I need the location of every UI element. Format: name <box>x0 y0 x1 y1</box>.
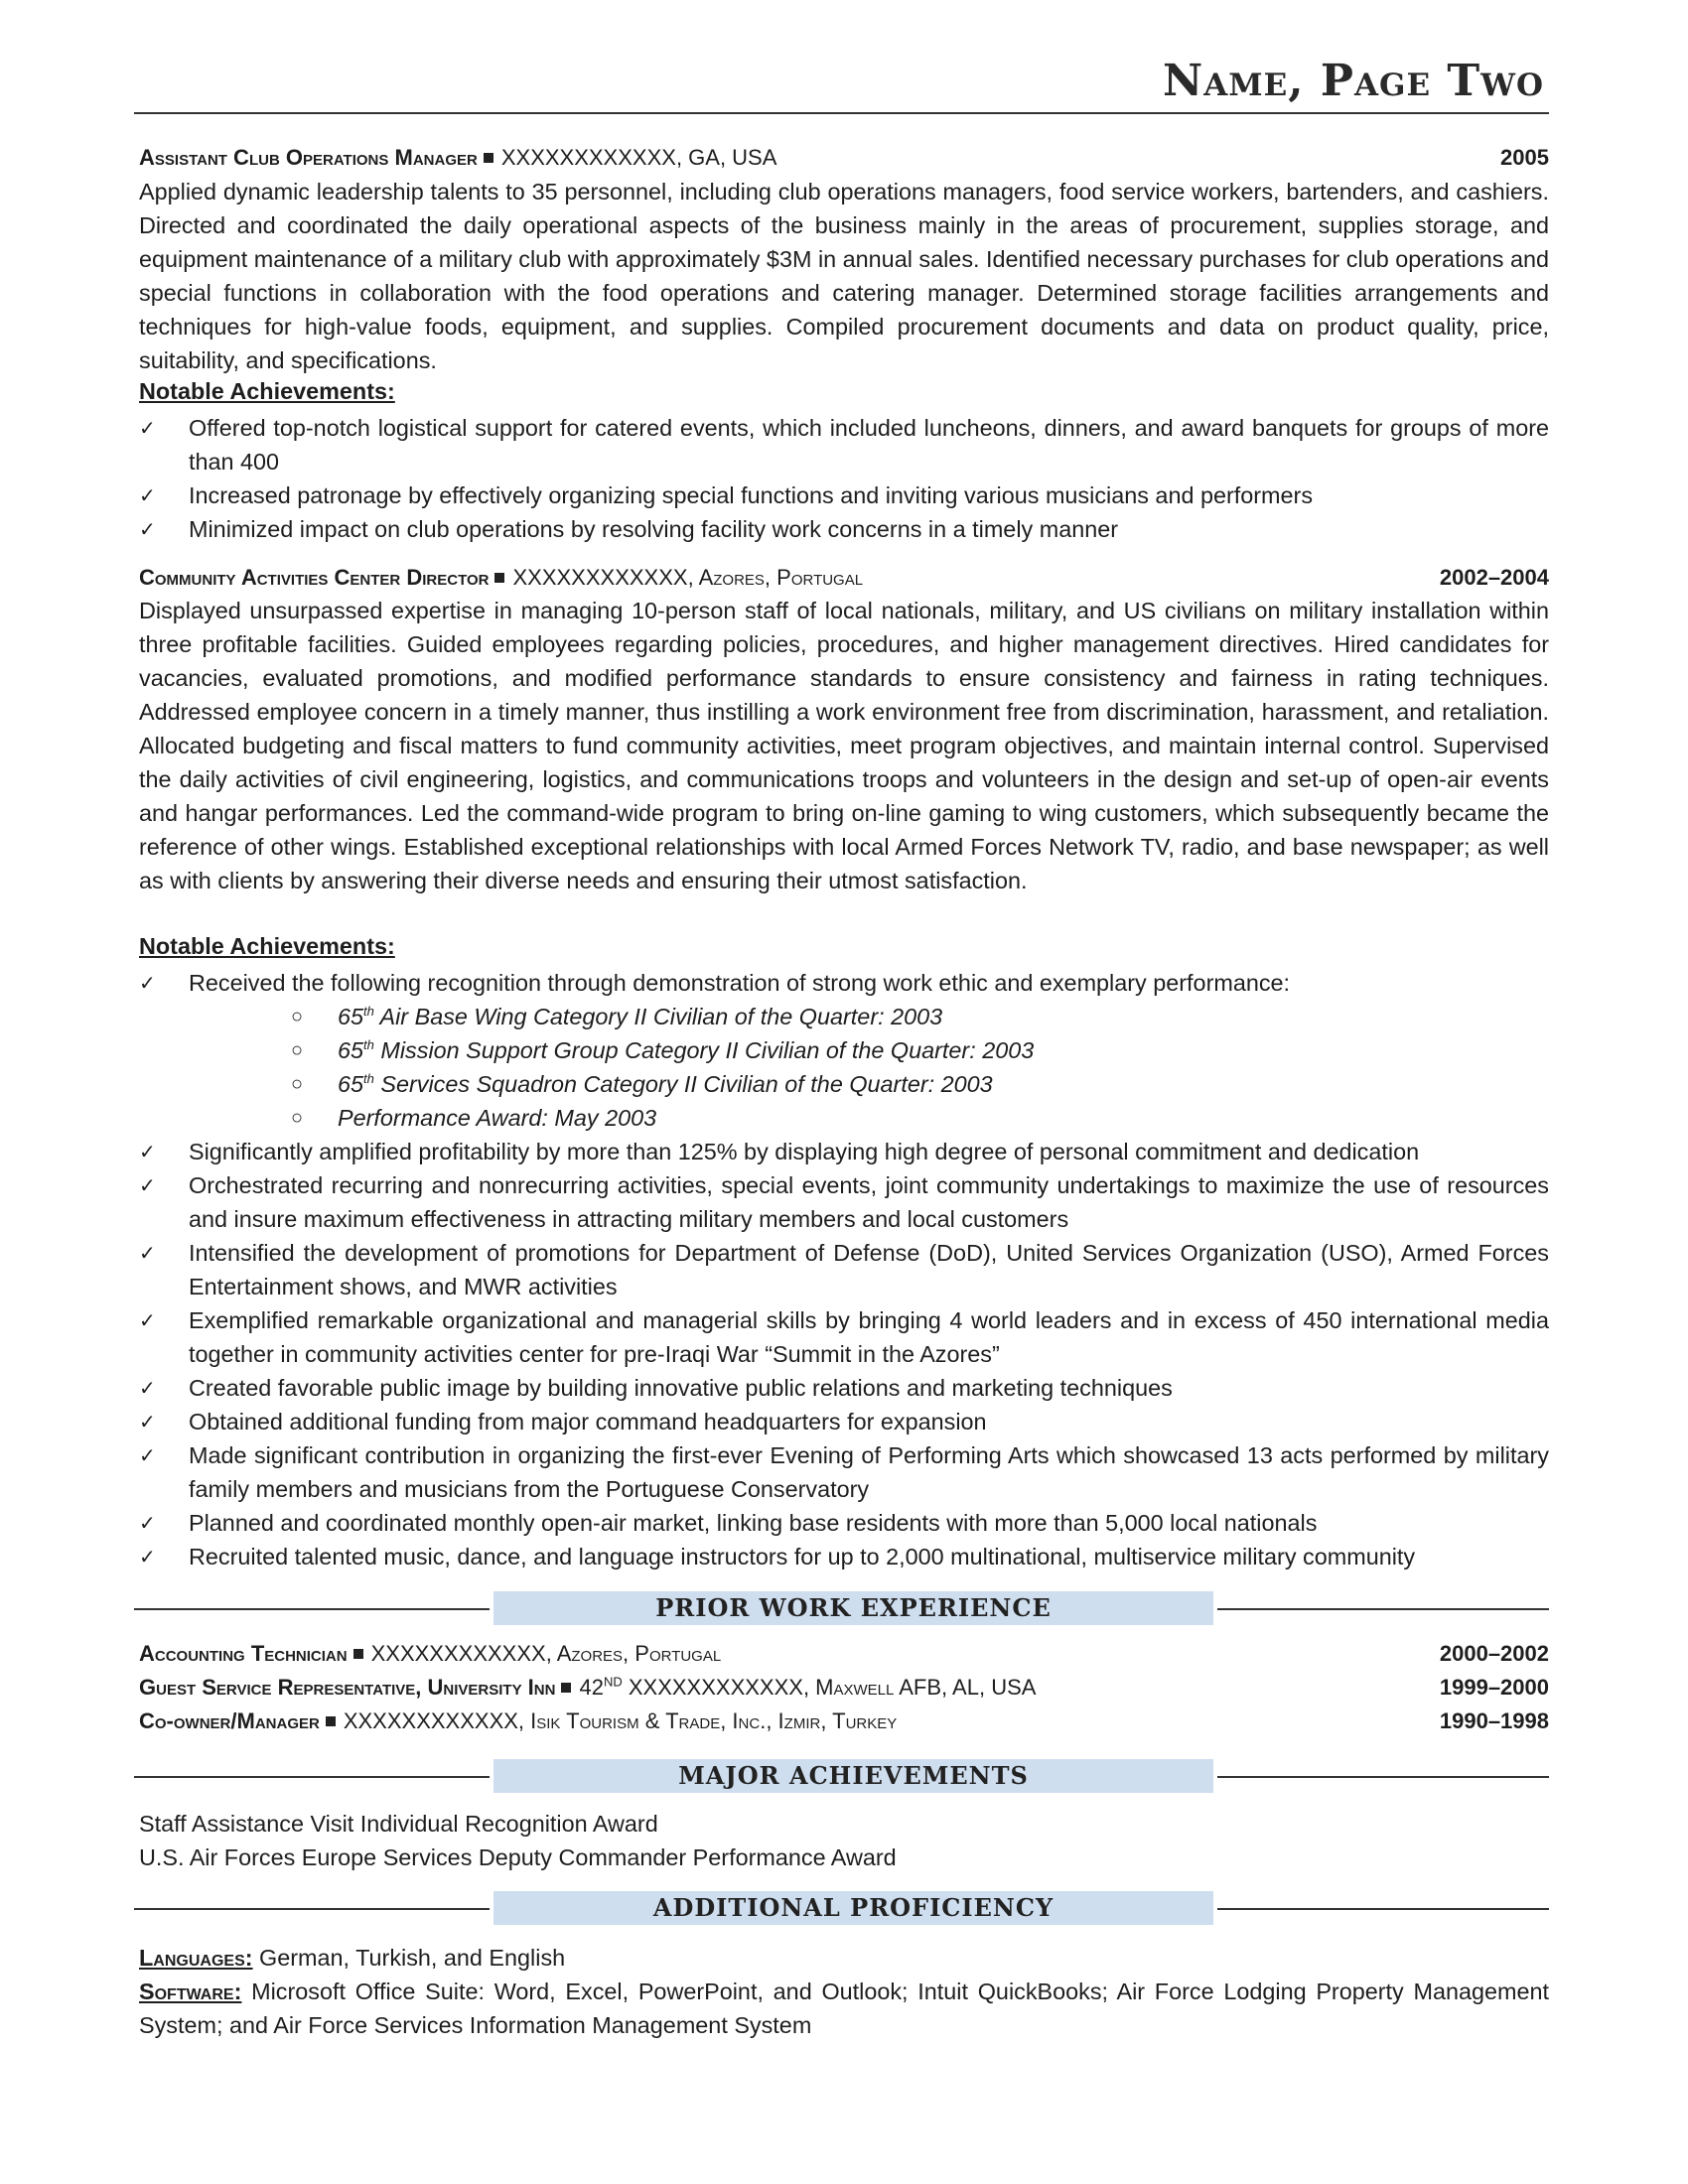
achievement-item: ✓ Made significant contribution in organizing the first-ever Evening of Performing Arts which showcased 13 acts performed by military family members and musicians from the Portuguese Conservatory <box>139 1438 1549 1506</box>
checkmark-icon: ✓ <box>139 1376 156 1400</box>
checkmark-icon: ✓ <box>139 1511 156 1535</box>
software-value: Microsoft Office Suite: Word, Excel, PowerPoint, and Outlook; Intuit QuickBooks; Air Force Lodging Property Management System; and Air Force Services Information Management System <box>139 1979 1549 2038</box>
checkmark-icon: ✓ <box>139 971 156 995</box>
section-rule-left <box>134 1776 490 1778</box>
job-heading <box>139 145 1549 171</box>
company-name: XXXXXXXXXXXX <box>500 145 676 170</box>
achievement-item: ✓ Exemplified remarkable organizational and managerial skills by bringing 4 world leaders and in excess of 450 international media together in community activities center for pre-Iraqi War “Summit in the Azores” <box>139 1303 1549 1371</box>
job-description: Displayed unsurpassed expertise in managing 10-person staff of local nationals, military, and US civilians on military installation within three profitable facilities. Guided employees regarding policies, procedures, and higher management directives. Hired candidates for vacancies, evaluated promotions, and modified performance standards to ensure consistency and fairness in rating techniques. Addressed employee concern in a timely manner, thus instilling a work environment free from discrimination, harassment, and retaliation. Allocated budgeting and fiscal matters to fund community activities, meet program objectives, and maintain internal control. Supervised the daily activities of civil engineering, logistics, and communications troops and volunteers in the design and set-up of open-air events and hangar performances. Led the command-wide program to bring on-line gaming to wing customers, which subsequently became the reference of other wings. Established exceptional relationships with local Armed Forces Network TV, radio, and base newspaper; as well as with clients by answering their diverse needs and ensuring their utmost satisfaction. <box>139 598 1549 893</box>
checkmark-icon: ✓ <box>139 1308 156 1332</box>
achievement-list <box>139 966 1549 1573</box>
job-heading <box>139 565 1549 591</box>
major-achievement-item: U.S. Air Forces Europe Services Deputy Commander Performance Award <box>139 1844 897 1870</box>
section-rule-left <box>134 1908 490 1910</box>
achievement-item: ✓ Orchestrated recurring and nonrecurring activities, special events, joint community undertakings to maximize the use of resources and insure maximum effectiveness in attracting military members and local customers <box>139 1168 1549 1236</box>
job-title: Community Activities Center Director <box>139 565 490 590</box>
recognition-item: ○ 65th Services Squadron Category II Civilian of the Quarter: 2003 <box>139 1067 1549 1101</box>
section-rule-left <box>134 1608 490 1610</box>
prior-job-row: Co-owner/Manager XXXXXXXXXXXX, Isik Tourism & Trade, Inc., Izmir, Turkey 1990–1998 <box>139 1708 1549 1733</box>
software-label: Software: <box>139 1979 242 2004</box>
job-title: Assistant Club Operations Manager <box>139 145 478 170</box>
page-title: Name, Page Two <box>1163 56 1544 106</box>
recognition-item: ○ 65th Air Base Wing Category II Civilian of the Quarter: 2003 <box>139 1000 1549 1033</box>
prior-job-years: 2000–2002 <box>1439 1641 1549 1666</box>
checkmark-icon: ✓ <box>139 483 156 507</box>
recognition-item: ○ 65th Mission Support Group Category II Civilian of the Quarter: 2003 <box>139 1033 1549 1067</box>
languages-value: German, Turkish, and English <box>252 1945 566 1971</box>
checkmark-icon: ✓ <box>139 1140 156 1163</box>
bullet-square-icon <box>353 1649 363 1659</box>
section-rule-right <box>1217 1908 1549 1910</box>
job-location: , GA, USA <box>675 145 777 170</box>
achievement-item: ✓ Planned and coordinated monthly open-air market, linking base residents with more than 5,000 local nationals <box>139 1506 1549 1540</box>
achievement-item: ✓ Created favorable public image by building innovative public relations and marketing techniques <box>139 1371 1549 1405</box>
circle-bullet-icon: ○ <box>291 1006 304 1027</box>
section-rule-right <box>1217 1608 1549 1610</box>
section-rule-right <box>1217 1776 1549 1778</box>
prior-job-years: 1990–1998 <box>1439 1708 1549 1733</box>
checkmark-icon: ✓ <box>139 517 156 541</box>
job-years: 2002–2004 <box>1439 565 1549 590</box>
circle-bullet-icon: ○ <box>291 1073 304 1095</box>
recognition-item: ○ Performance Award: May 2003 <box>139 1101 1549 1135</box>
major-achievement-item: Staff Assistance Visit Individual Recognition Award <box>139 1811 658 1837</box>
header-rule <box>134 112 1549 114</box>
bullet-square-icon <box>326 1716 336 1726</box>
achievements-label: Notable Achievements: <box>139 933 395 959</box>
achievement-item: ✓ Obtained additional funding from major command headquarters for expansion <box>139 1405 1549 1438</box>
software-line <box>139 1975 1549 2042</box>
achievement-item: ✓ Received the following recognition through demonstration of strong work ethic and exemplary performance: ○ 65th Air Base Wing Category II Civilian of the Quarter: 2003 ○ 65th Mission Support Group Category II Civilian of the Quarter: 2003 ○ 65th Services Squadron Category II Civilian of the Quarter: 2003 ○ Performance Award: May 2003 <box>139 966 1549 1135</box>
achievement-list <box>139 411 1549 546</box>
recognition-list <box>139 1000 1549 1135</box>
section-heading-prior: PRIOR WORK EXPERIENCE <box>493 1591 1213 1625</box>
circle-bullet-icon: ○ <box>291 1107 304 1129</box>
company-name: XXXXXXXXXXXX <box>512 565 688 590</box>
section-heading-additional: ADDITIONAL PROFICIENCY <box>493 1891 1213 1925</box>
job-years: 2005 <box>1500 145 1549 170</box>
job-location: , Azores, Portugal <box>687 565 864 590</box>
circle-bullet-icon: ○ <box>291 1039 304 1061</box>
achievement-item: ✓ Increased patronage by effectively organizing special functions and inviting various musicians and performers <box>139 478 1549 512</box>
checkmark-icon: ✓ <box>139 1443 156 1467</box>
achievement-item: ✓ Recruited talented music, dance, and language instructors for up to 2,000 multinational, multiservice military community <box>139 1540 1549 1573</box>
achievement-item: ✓ Offered top-notch logistical support for catered events, which included luncheons, dinners, and award banquets for groups of more than 400 <box>139 411 1549 478</box>
bullet-square-icon <box>561 1683 571 1693</box>
prior-job-years: 1999–2000 <box>1439 1675 1549 1700</box>
section-heading-major: MAJOR ACHIEVEMENTS <box>493 1759 1213 1793</box>
achievements-label: Notable Achievements: <box>139 378 395 404</box>
checkmark-icon: ✓ <box>139 1173 156 1197</box>
achievement-item: ✓ Minimized impact on club operations by resolving facility work concerns in a timely manner <box>139 512 1549 546</box>
bullet-square-icon <box>494 573 504 583</box>
checkmark-icon: ✓ <box>139 1545 156 1569</box>
achievement-item: ✓ Significantly amplified profitability by more than 125% by displaying high degree of personal commitment and dedication <box>139 1135 1549 1168</box>
prior-job-row: Accounting Technician XXXXXXXXXXXX, Azores, Portugal 2000–2002 <box>139 1641 1549 1666</box>
prior-job-row: Guest Service Representative, University Inn 42ND XXXXXXXXXXXX, Maxwell AFB, AL, USA 1999–2000 <box>139 1674 1549 1700</box>
checkmark-icon: ✓ <box>139 1241 156 1265</box>
checkmark-icon: ✓ <box>139 1410 156 1433</box>
languages-line <box>139 1941 1549 1975</box>
job-description: Applied dynamic leadership talents to 35 personnel, including club operations managers, food service workers, bartenders, and cashiers. Directed and coordinated the daily operational aspects of the business mainly in the areas of procurement, supplies storage, and equipment maintenance of a military club with approximately $3M in annual sales. Identified necessary purchases for club operations and special functions in collaboration with the food operations and catering manager. Determined storage facilities arrangements and techniques for high-value foods, equipment, and supplies. Compiled procurement documents and data on product quality, price, suitability, and specifications. <box>139 179 1549 373</box>
bullet-square-icon <box>484 153 493 163</box>
achievement-item: ✓ Intensified the development of promotions for Department of Defense (DoD), United Services Organization (USO), Armed Forces Entertainment shows, and MWR activities <box>139 1236 1549 1303</box>
checkmark-icon: ✓ <box>139 416 156 440</box>
languages-label: Languages: <box>139 1945 253 1971</box>
